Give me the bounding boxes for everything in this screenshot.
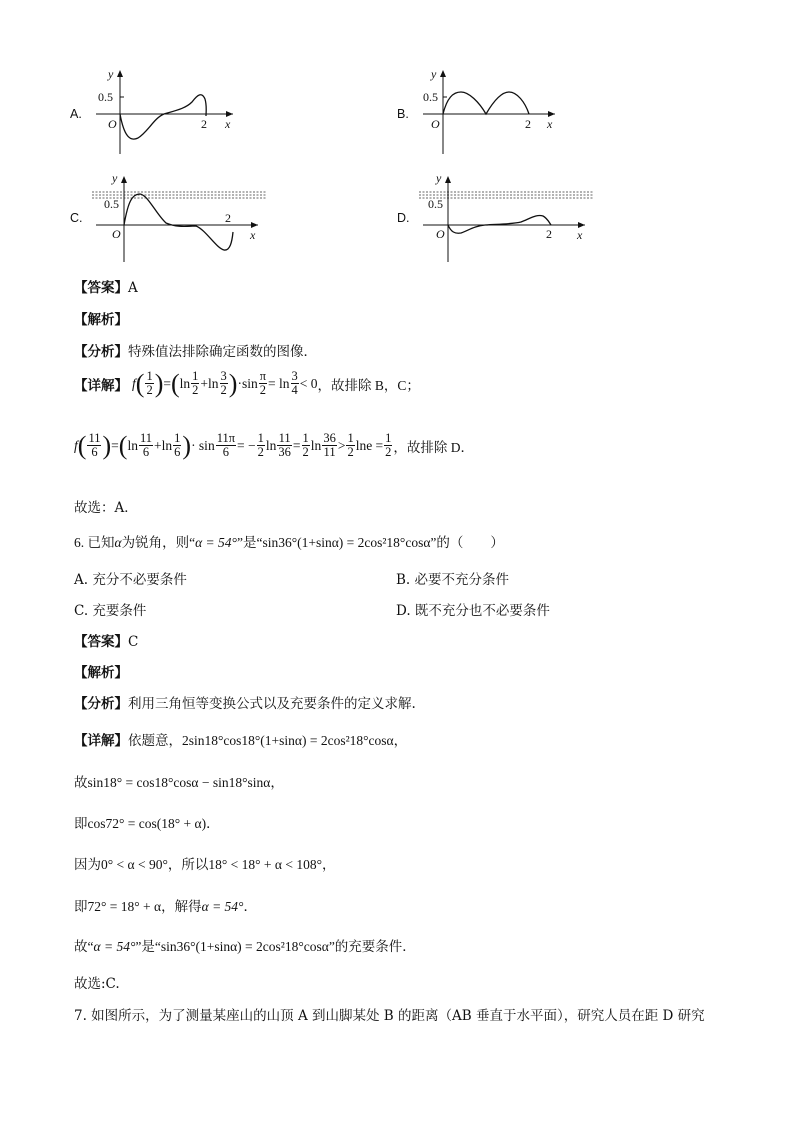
d-origin: O [436, 227, 445, 241]
q6-detail-comma: ， [393, 733, 408, 748]
q5-note2: ，故排除 D． [393, 439, 475, 455]
q6-step5-end: ”的充要条件． [328, 939, 416, 954]
option-b-letter: B. [397, 107, 409, 121]
a-origin: O [108, 117, 117, 131]
q6-option-b: B. 必要不充分条件 [396, 572, 510, 588]
q6-mid2: ”是“ [236, 535, 263, 550]
c-axis-y: y [112, 171, 118, 185]
q6-answer: C [128, 634, 139, 650]
q6-step3-end: ， [321, 857, 336, 872]
a-axis-x: x [225, 117, 231, 131]
q6-end: ”的（ ） [430, 535, 504, 550]
d-tick-x: 2 [546, 227, 552, 241]
q6-step1-lead: 故 [74, 775, 88, 790]
d-axis-x: x [577, 228, 583, 242]
q5-detail-line1: 【详解】 f ( $\frac{1}{2}$ ) = ( ln $\frac{1}{2}$ +ln $\frac{3}{2}$ ) · sin $\frac{\pi}{2}$ = ln $\frac{3}{4}$ < 0 ，故排除 B，C； [74, 368, 420, 398]
option-c-graph [68, 170, 268, 274]
q6-detail-expr: 2sin18°cos18°(1+sinα) = 2cos²18°cosα [182, 733, 394, 748]
q6-step1-expr: sin18° = cos18°cosα − sin18°sinα [87, 775, 271, 790]
q6-prefix: 6. 已知 [74, 535, 115, 550]
b-axis-x: x [547, 117, 553, 131]
q6-step3-expr1: 0° < α < 90° [101, 857, 168, 872]
q6-mid1: 为锐角，则“ [121, 535, 196, 550]
c-axis-x: x [250, 228, 256, 242]
q6-fenxi-tag: 【分析】 [74, 696, 128, 712]
q6-stem [74, 531, 504, 551]
d-tick-y: 0.5 [428, 197, 443, 211]
q6-step5 [74, 935, 416, 955]
q5-analysis-tag: 【解析】 [74, 312, 128, 328]
q5-detail-tag: 【详解】 [74, 377, 128, 393]
q6-step4 [74, 895, 257, 915]
q5-eq-ln: = ln [268, 375, 290, 391]
q6-option-c: C. 充要条件 [74, 603, 147, 619]
q5-f2: f [74, 437, 78, 453]
c-origin: O [112, 227, 121, 241]
q6-cond1: α = 54° [195, 535, 237, 550]
q6-step4-lead: 即 [74, 899, 88, 914]
q6-option-a: A. 充分不必要条件 [74, 572, 187, 588]
a-tick-y: 0.5 [98, 90, 113, 104]
q5-f: f [132, 375, 136, 391]
q6-step5-lead: 故“ [74, 939, 94, 954]
q6-answer-line [74, 630, 138, 650]
q5-conclusion: 故选：A． [74, 500, 138, 516]
q6-conclusion: 故选:C. [74, 976, 120, 992]
option-d-letter: D. [397, 211, 410, 225]
q6-step1 [74, 771, 284, 791]
q6-step3-mid: ，所以 [167, 857, 209, 872]
d-axis-y: y [436, 171, 442, 185]
q6-detail-line [74, 729, 407, 749]
q6-fenxi-line [74, 692, 416, 712]
q6-step2-end: ． [206, 816, 220, 831]
q5-fenxi: 特殊值法排除确定函数的图像． [128, 344, 317, 360]
q6-alpha: α [114, 535, 122, 550]
q5-note1: ，故排除 B，C； [317, 377, 420, 393]
q5-sin: sin [241, 375, 258, 391]
option-a-letter: A. [70, 107, 82, 121]
q6-option-d: D. 既不充分也不必要条件 [396, 603, 550, 619]
q6-step5-expr2: sin36°(1+sinα) = 2cos²18°cosα [160, 939, 329, 954]
q5-answer-line [74, 276, 138, 296]
q6-step2-lead: 即 [74, 816, 88, 831]
q5-lt0: < 0 [299, 375, 318, 391]
q6-detail-tag: 【详解】 [74, 733, 128, 748]
q6-step3 [74, 853, 335, 873]
b-tick-y: 0.5 [423, 90, 438, 104]
q6-step4-expr2: α = 54° [201, 899, 244, 914]
option-d-graph [395, 170, 595, 274]
q6-analysis-tag: 【解析】 [74, 665, 128, 681]
a-tick-x: 2 [201, 117, 207, 131]
q6-step4-end: ． [243, 899, 257, 914]
q6-step2 [74, 812, 220, 832]
q6-step5-expr1: α = 54° [93, 939, 136, 954]
option-b-graph [395, 64, 575, 168]
b-axis-y: y [431, 67, 437, 81]
b-tick-x: 2 [525, 117, 531, 131]
q5-fenxi-line [74, 340, 317, 360]
q5-answer-tag: 【答案】 [74, 280, 128, 296]
q5-ln1: ln [179, 375, 191, 391]
a-axis-y: y [108, 67, 114, 81]
q5-detail-line2: f ( $\frac{11}{6}$ ) = ( ln $\frac{11}{6}$ +ln $\frac{1}{6}$ ) · sin $\frac{11\pi}{6}$ = − $\frac{1}{2}$ ln $\frac{11}{36}$ = $\frac{1}{2}$ ln $\frac{36}{11}$ > $\frac{1}{2}$ lne = $\frac{1}{2}$ ，故排除 D． [74, 430, 475, 460]
q6-cond2: sin36°(1+sinα) = 2cos²18°cosα [262, 535, 431, 550]
b-origin: O [431, 117, 440, 131]
c-tick-y: 0.5 [104, 197, 119, 211]
q6-fenxi: 利用三角恒等变换公式以及充要条件的定义求解. [128, 696, 416, 712]
q6-answer-tag: 【答案】 [74, 634, 128, 650]
q6-step4-expr1: 72° = 18° + α [87, 899, 162, 914]
q6-step4-mid: ，解得 [161, 899, 202, 914]
q6-step1-end: ， [270, 775, 284, 790]
q6-step5-mid: ”是“ [135, 939, 161, 954]
q6-detail-lead: 依题意， [128, 733, 182, 748]
q6-step3-expr2: 18° < 18° + α < 108° [208, 857, 322, 872]
option-a-graph [68, 64, 248, 168]
q5-answer: A [128, 280, 138, 296]
c-tick-x: 2 [225, 211, 231, 225]
q5-fenxi-tag: 【分析】 [74, 344, 128, 360]
q6-step2-expr: cos72° = cos(18° + α) [87, 816, 207, 831]
q7-stem: 7. 如图所示，为了测量某座山的山顶 A 到山脚某处 B 的距离（AB 垂直于水平面），研究人员在距 D 研究 [74, 1008, 705, 1024]
q6-step3-lead: 因为 [74, 857, 101, 872]
option-c-letter: C. [70, 211, 83, 225]
